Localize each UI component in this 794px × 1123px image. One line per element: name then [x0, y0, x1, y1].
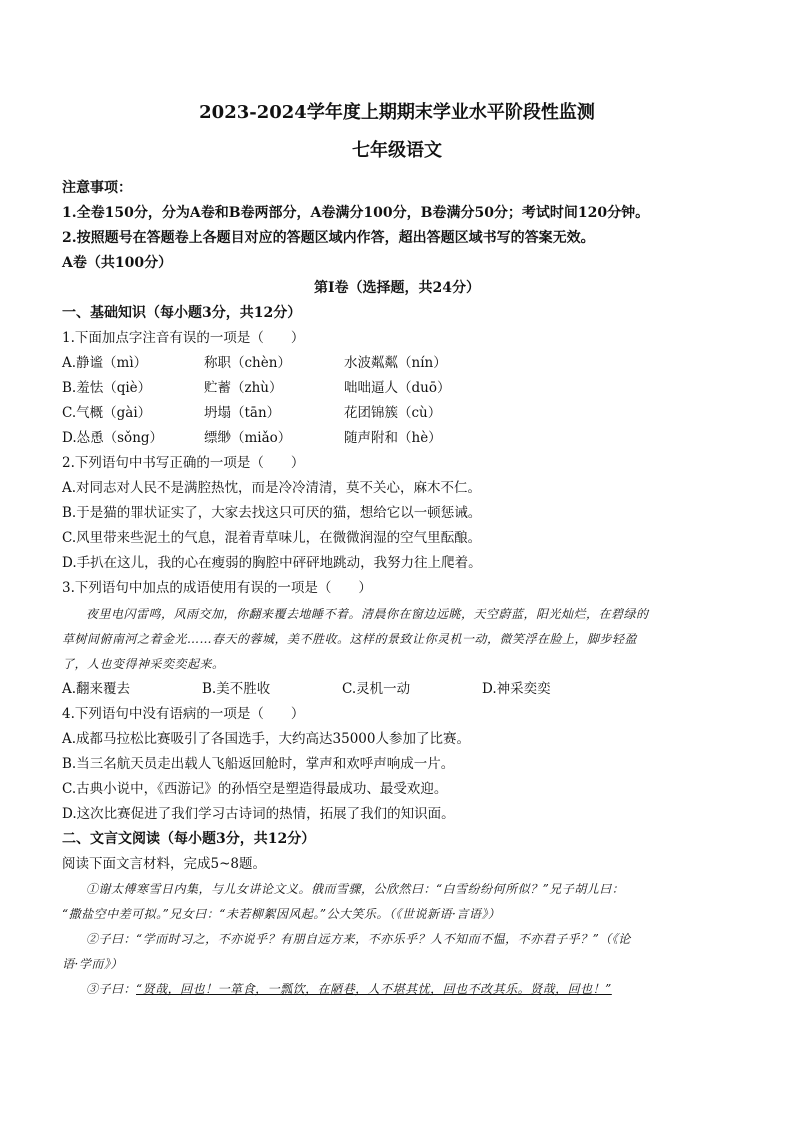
- option-cell: D.怂恿（sǒng）: [62, 430, 164, 446]
- option-cell: B.羞怯（qiè）: [62, 380, 152, 396]
- notice-item-1: 1.全卷150分，分为A卷和B卷两部分，A卷满分100分，B卷满分50分；考试时间120分钟。: [62, 205, 650, 221]
- question-3-option-a: A.翻来覆去: [62, 681, 131, 697]
- classical-text-2-line-1: ②子曰：“学而时习之，不亦说乎？有朋自远方来，不亦乐乎？人不知而不愠，不亦君子乎？”（《论: [86, 932, 631, 946]
- question-1-row-c: [62, 401, 732, 426]
- option-cell: 随声附和（hè）: [344, 430, 442, 446]
- question-1-row-a: [62, 351, 732, 376]
- question-4-option-d: D.这次比赛促进了我们学习古诗词的热情，拓展了我们的知识面。: [62, 806, 455, 822]
- notice-item-2: 2.按照题号在答题卷上各题目对应的答题区域内作答，超出答题区域书写的答案无效。: [62, 230, 595, 246]
- question-3-passage-line-1: 夜里电闪雷鸣，风雨交加，你翻来覆去地睡不着。清晨你在窗边远眺，天空蔚蓝，阳光灿烂，在碧绿的: [86, 607, 649, 621]
- question-1-stem: 1.下面加点字注音有误的一项是（ ）: [62, 330, 305, 346]
- option-cell: 坍塌（tān）: [204, 405, 281, 421]
- classical-text-3-underlined-quote: “贤哉，回也！一箪食，一瓢饮，在陋巷，人不堪其忧，回也不改其乐。贤哉，回也！”: [136, 982, 612, 996]
- notice-heading: 注意事项：: [62, 180, 132, 196]
- option-cell: 咄咄逼人（duō）: [344, 380, 451, 396]
- section-2-heading: 二、文言文阅读（每小题3分，共12分）: [62, 831, 316, 847]
- question-3-stem: 3.下列语句中加点的成语使用有误的一项是（ ）: [62, 580, 372, 596]
- option-cell: A.静谧（mì）: [62, 355, 148, 371]
- question-3-option-c: C.灵机一动: [342, 681, 411, 697]
- option-cell: 花团锦簇（cù）: [344, 405, 442, 421]
- exam-title: 2023-2024学年度上期期末学业水平阶段性监测: [199, 102, 595, 123]
- option-cell: 称职（chèn）: [204, 355, 291, 371]
- question-2-option-a: A.对同志对人民不是满腔热忱，而是冷冷清清，莫不关心，麻木不仁。: [62, 480, 482, 496]
- question-3-options: [62, 677, 732, 702]
- classical-text-1-line-2: “撒盐空中差可拟。”兄女曰：“未若柳絮因风起。”公大笑乐。（《世说新语·言语》）: [62, 907, 501, 921]
- question-3-passage-line-3: 了，人也变得神采奕奕起来。: [62, 657, 225, 671]
- option-cell: 水波粼粼（nín）: [344, 355, 447, 371]
- volume-a-heading: A卷（共100分）: [62, 255, 173, 271]
- part-1-heading: 第Ⅰ卷（选择题，共24分）: [313, 280, 481, 296]
- question-4-option-b: B.当三名航天员走出载人飞船返回舱时，掌声和欢呼声响成一片。: [62, 756, 455, 772]
- question-2-option-b: B.于是猫的罪状证实了，大家去找这只可厌的猫，想给它以一顿惩诫。: [62, 505, 482, 521]
- classical-text-3: [62, 977, 732, 1002]
- question-4-option-a: A.成都马拉松比赛吸引了各国选手，大约高达35000人参加了比赛。: [62, 731, 470, 747]
- classical-text-2-line-2: 语·学而》）: [62, 957, 123, 971]
- reading-instruction: 阅读下面文言材料，完成5~8题。: [62, 856, 266, 872]
- exam-subtitle: 七年级语文: [352, 140, 442, 161]
- question-2-option-c: C.风里带来些泥土的气息，混着青草味儿，在微微润湿的空气里酝酿。: [62, 530, 482, 546]
- section-1-heading: 一、基础知识（每小题3分，共12分）: [62, 305, 302, 321]
- question-3-option-d: D.神采奕奕: [482, 681, 551, 697]
- question-2-option-d: D.手扒在这儿，我的心在瘦弱的胸腔中砰砰地跳动，我努力往上爬着。: [62, 555, 482, 571]
- classical-text-1-line-1: ①谢太傅寒雪日内集，与儿女讲论文义。俄而雪骤，公欣然曰：“白雪纷纷何所似？”兄子胡儿曰：: [86, 882, 625, 896]
- option-cell: 缥缈（miǎo）: [204, 430, 292, 446]
- question-3-passage-line-2: 草树间俯南河之着金光……春天的蓉城，美不胜收。这样的景致让你灵机一动，微笑浮在脸上，脚步轻盈: [62, 632, 638, 646]
- question-4-option-c: C.古典小说中，《西游记》的孙悟空是塑造得最成功、最受欢迎。: [62, 781, 448, 797]
- question-1-row-b: [62, 376, 732, 401]
- question-4-stem: 4.下列语句中没有语病的一项是（ ）: [62, 706, 305, 722]
- option-cell: 贮蓄（zhù）: [204, 380, 283, 396]
- classical-text-3-prefix: ③子曰：: [86, 982, 137, 996]
- question-1-row-d: [62, 426, 732, 451]
- question-2-stem: 2.下列语句中书写正确的一项是（ ）: [62, 455, 305, 471]
- question-3-option-b: B.美不胜收: [202, 681, 271, 697]
- option-cell: C.气概（gài）: [62, 405, 152, 421]
